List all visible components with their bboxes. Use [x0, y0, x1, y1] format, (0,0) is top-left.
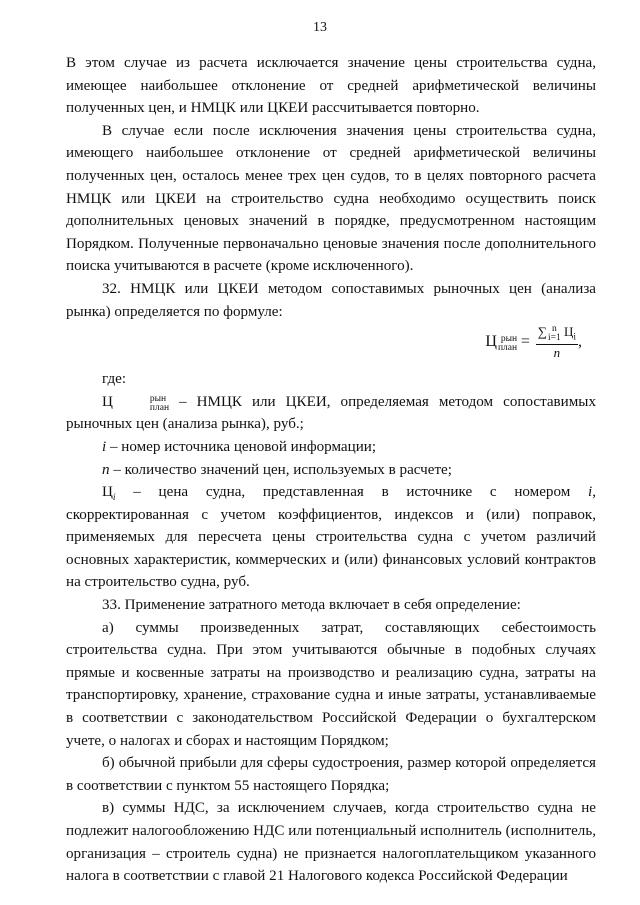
paragraph-33-c: в) суммы НДС, за исключением случаев, когда строительство судна не подлежит налогообложению НДС или потенциальный исполнитель (исполнитель, организация – строитель судна) не признается налогоплательщиком указанного налога в соответствии с главой 21 Налогового кодекса Российской Федерации	[66, 800, 596, 885]
formula-lhs: Ц рын план	[485, 332, 518, 353]
paragraph-33-b: б) обычной прибыли для сферы судостроения, размер которой определяется в соответствии с пунктом 55 настоящего Порядка;	[66, 755, 596, 794]
document-body	[66, 52, 596, 888]
formula-equals: =	[520, 332, 530, 350]
definition-ci: $Ц_i$ – цена судна, представленная в источнике с номером i, скорректированная с учетом коэффициентов, индексов и (или) поправок, применяемых для пересчета цены строительства судна с учетом различий основных характеристик, коммерческих и (или) финансовых условий контрактов на строительство судна, руб.	[66, 484, 596, 591]
paragraph-32: 32. НМЦК или ЦКЕИ методом сопоставимых рыночных цен (анализа рынка) определяется по формуле:	[66, 280, 596, 320]
formula-denominator: n	[553, 345, 561, 361]
paragraph-33-a: а) суммы произведенных затрат, составляющих себестоимость строительства судна. При этом учитываются обычные в подобных случаях прямые и косвенные затраты на производство и реализацию судна, затраты на транспортировку, хранение, страхование судна и иные затраты, устанавливаемые в соответствии с законодательством Российской Федерации о бухгалтерском учете, о налогах и сборах и настоящим Порядком;	[66, 619, 596, 749]
formula-numerator: ∑ n i=1 $Ц_i$	[537, 324, 576, 344]
formula-fraction	[536, 324, 578, 360]
definition-price: Ц рын план – НМЦК или ЦКЕИ, определяемая методом сопоставимых рыночных цен (анализа рынка), руб.;	[66, 393, 596, 433]
where-label: где:	[102, 371, 127, 388]
paragraph-additional-search: В случае если после исключения значения цены строительства судна, имеющего наибольшее отклонение от средней арифметической величины полученных цен, осталось менее трех цен судов, то в целях повторного расчета НМЦК или ЦКЕИ на строительство судна необходимо осуществить поиск дополнительных ценовых значений в порядке, предусмотренном настоящим Порядком. Полученные первоначально ценовые значения после дополнительного поиска учитываются в расчете (кроме исключенного).	[66, 122, 596, 275]
price-formula: Ц рын план = ∑ n i=1 $Ц_i$ n ,	[485, 324, 582, 361]
page-number: 13	[313, 20, 327, 35]
definition-i: i – номер источника ценовой информации;	[102, 438, 377, 455]
paragraph-exclusion: В этом случае из расчета исключается значение цены строительства судна, имеющее наибольшее отклонение от средней арифметической величины полученных цен, и НМЦК или ЦКЕИ рассчитывается повторно.	[66, 55, 596, 117]
definition-n: n – количество значений цен, используемых в расчете;	[102, 461, 452, 478]
paragraph-33: 33. Применение затратного метода включает в себя определение:	[102, 597, 521, 614]
